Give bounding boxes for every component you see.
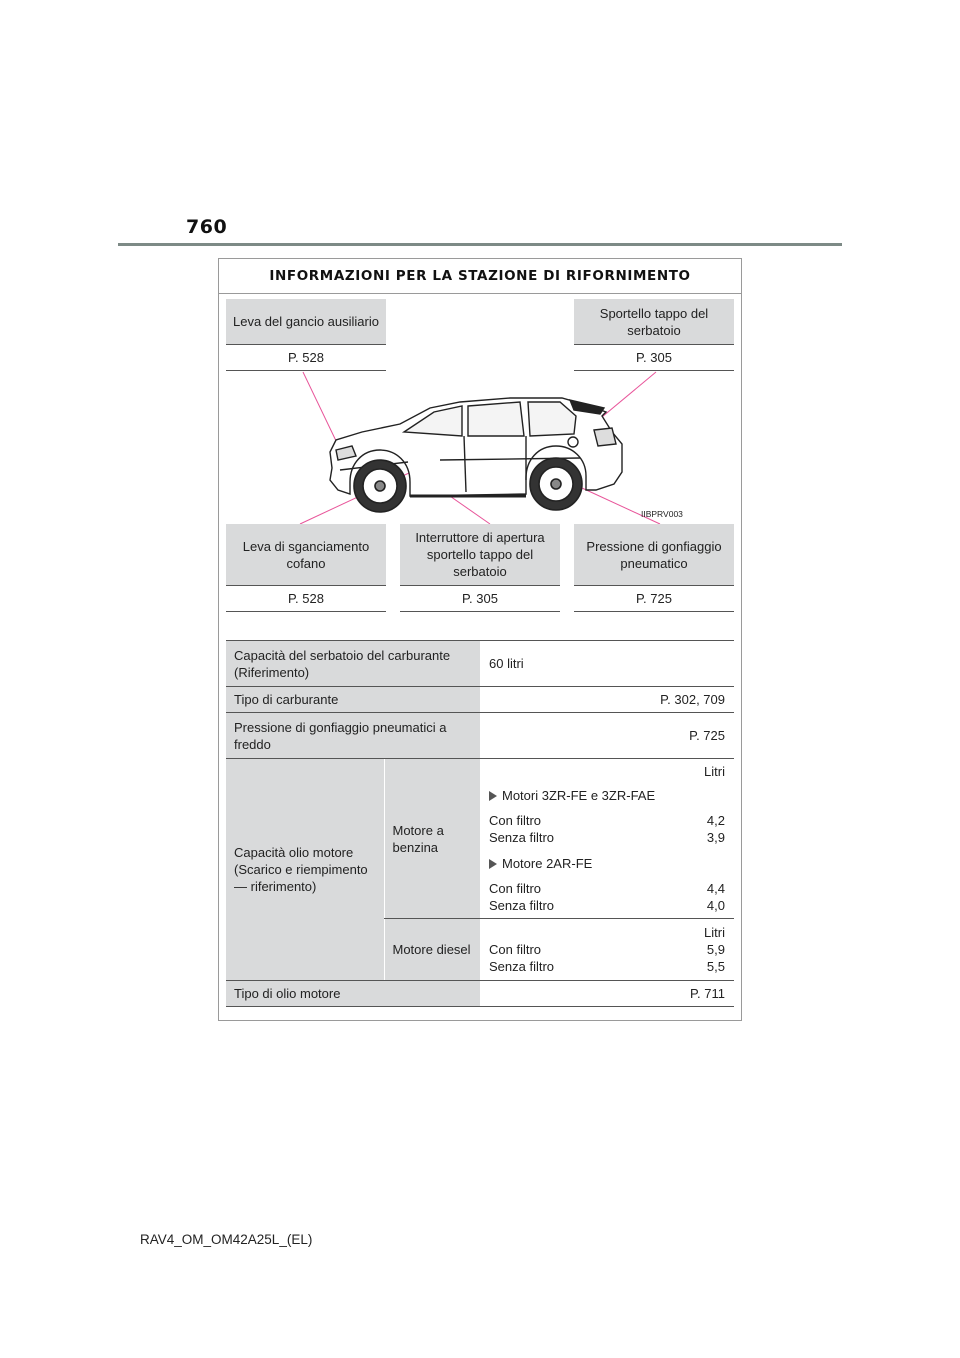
petrol-engine-values — [480, 759, 734, 919]
diesel-engine-label: Motore diesel — [384, 919, 480, 981]
callout-aux-hook-label: Leva del gancio ausiliario — [233, 314, 379, 329]
with-filter-label: Con filtro — [489, 881, 542, 896]
with-filter-label: Con filtro — [489, 813, 542, 828]
petrol-engine-label: Motore a benzina — [384, 759, 480, 919]
cold-tire-pressure-value[interactable]: P. 725 — [480, 713, 734, 759]
callout-tire-pressure — [574, 524, 734, 586]
panel-title: INFORMAZIONI PER LA STAZIONE DI RIFORNIMENTO — [269, 268, 691, 284]
fuel-type-label: Tipo di carburante — [226, 687, 480, 713]
without-filter-label: Senza filtro — [489, 959, 555, 974]
with-filter-value: 4,2 — [706, 813, 725, 828]
page-number: 760 — [186, 216, 228, 238]
without-filter-value: 3,9 — [706, 830, 725, 845]
oil-capacity-label: Capacità olio motore (Scarico e riempimento — riferimento) — [226, 759, 384, 981]
fuel-capacity-label: Capacità del serbatoio del carburante (Riferimento) — [226, 641, 480, 687]
engine-a-heading — [489, 787, 725, 804]
triangle-bullet-icon — [489, 859, 497, 869]
engine-a-name: Motori 3ZR-FE e 3ZR-FAE — [502, 788, 656, 803]
triangle-bullet-icon — [489, 791, 497, 801]
engine-a-with-filter — [489, 812, 725, 829]
callout-fuel-door — [574, 299, 734, 345]
with-filter-value: 4,4 — [706, 881, 725, 896]
callout-hood-release — [226, 524, 386, 586]
callout-tire-pressure-ref[interactable]: P. 725 — [574, 586, 734, 612]
panel-header — [219, 259, 741, 294]
callout-fuel-door-switch-label: Interruttore di apertura sportello tappo del serbatoio — [415, 530, 545, 579]
callout-hood-release-label: Leva di sganciamento cofano — [242, 538, 370, 571]
callout-fuel-door-switch-ref[interactable]: P. 305 — [400, 586, 560, 612]
callout-tire-pressure-label: Pressione di gonfiaggio pneumatico — [586, 538, 722, 571]
spec-table — [226, 640, 734, 1007]
image-code: IIBPRV003 — [641, 509, 683, 519]
fuel-type-value[interactable]: P. 302, 709 — [480, 687, 734, 713]
without-filter-label: Senza filtro — [489, 898, 555, 913]
with-filter-label: Con filtro — [489, 942, 542, 957]
diesel-without-filter — [489, 958, 725, 975]
with-filter-value: 5,9 — [706, 942, 725, 957]
engine-b-heading — [489, 855, 725, 872]
without-filter-label: Senza filtro — [489, 830, 555, 845]
diesel-with-filter — [489, 941, 725, 958]
without-filter-value: 4,0 — [706, 898, 725, 913]
document-code: RAV4_OM_OM42A25L_(EL) — [140, 1232, 313, 1247]
callout-aux-hook — [226, 299, 386, 345]
fuel-capacity-value: 60 litri — [480, 641, 734, 687]
callout-aux-hook-ref[interactable]: P. 528 — [226, 345, 386, 371]
cold-tire-pressure-label: Pressione di gonfiaggio pneumatici a freddo — [226, 713, 480, 759]
table-row — [226, 687, 734, 713]
petrol-unit: Litri — [704, 764, 725, 779]
without-filter-value: 5,5 — [706, 959, 725, 974]
callout-fuel-door-label: Sportello tappo del serbatoio — [599, 305, 709, 338]
diesel-unit: Litri — [704, 925, 725, 940]
table-row — [226, 981, 734, 1007]
oil-type-value[interactable]: P. 711 — [480, 981, 734, 1007]
diesel-engine-values — [480, 919, 734, 981]
oil-type-label: Tipo di olio motore — [226, 981, 480, 1007]
table-row — [226, 759, 734, 919]
callout-fuel-door-ref[interactable]: P. 305 — [574, 345, 734, 371]
table-row — [226, 713, 734, 759]
engine-b-name: Motore 2AR-FE — [502, 856, 593, 871]
engine-a-without-filter — [489, 829, 725, 846]
callout-hood-release-ref[interactable]: P. 528 — [226, 586, 386, 612]
engine-b-with-filter — [489, 880, 725, 897]
callout-fuel-door-switch — [400, 524, 560, 586]
header-rule — [118, 243, 842, 246]
table-row — [226, 641, 734, 687]
engine-b-without-filter — [489, 897, 725, 914]
